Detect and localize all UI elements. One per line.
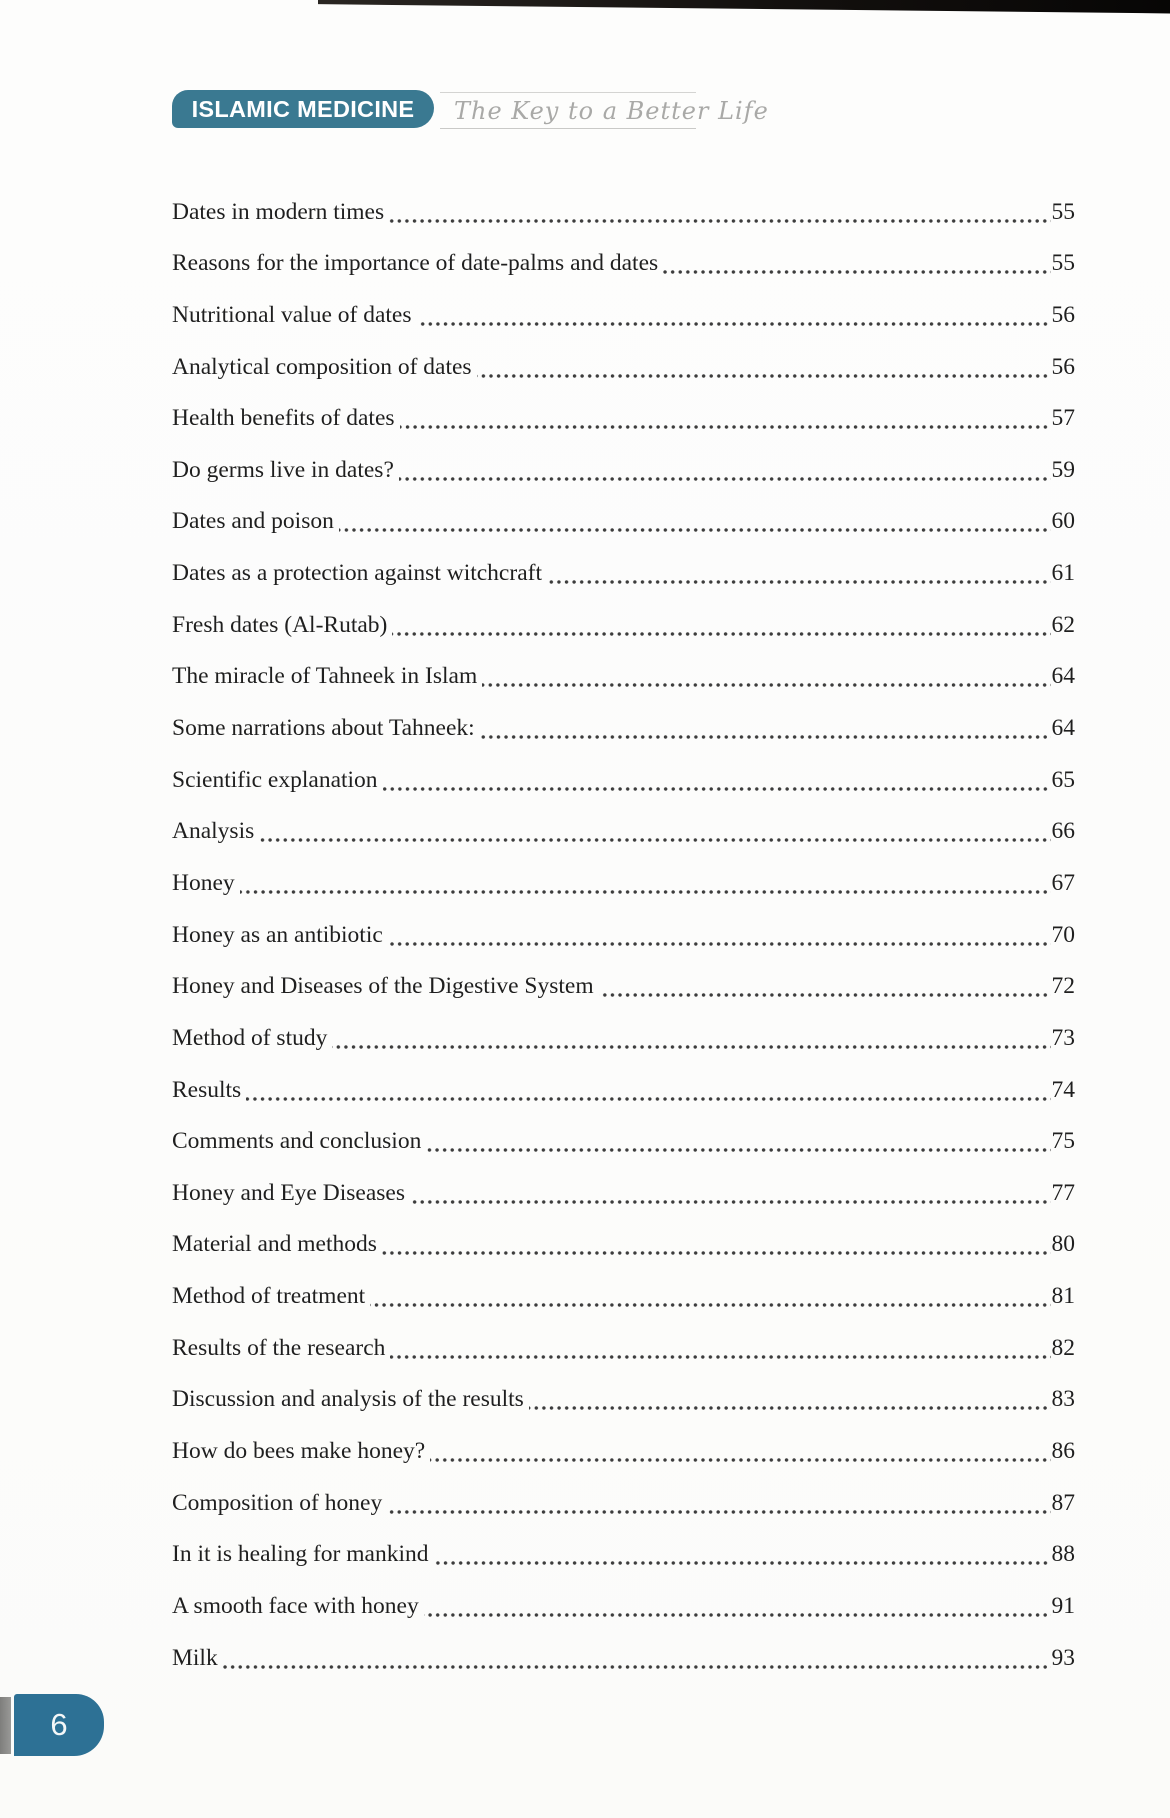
toc-entry-title: Results xyxy=(172,1076,242,1103)
toc-entry-page-number: 74 xyxy=(1051,1076,1075,1103)
toc-entry-page-number: 82 xyxy=(1051,1334,1075,1361)
toc-entry-page-number: 70 xyxy=(1051,921,1075,948)
tagline-box xyxy=(440,92,769,129)
toc-dot-leader xyxy=(339,528,1051,532)
toc-entry-page-number: 62 xyxy=(1051,611,1075,638)
toc-dot-leader xyxy=(482,683,1050,687)
toc-entry-title: Milk xyxy=(172,1644,218,1671)
page-number-badge xyxy=(14,1694,104,1756)
toc-entry-title: Honey and Eye Diseases xyxy=(172,1179,405,1206)
toc-entry-page-number: 81 xyxy=(1051,1283,1075,1310)
toc-dot-leader xyxy=(392,632,1050,636)
toc-entry-page-number: 60 xyxy=(1051,508,1075,535)
toc-entry xyxy=(172,593,1075,645)
toc-entry xyxy=(172,645,1075,697)
toc-entry xyxy=(172,851,1075,903)
scan-top-edge-artifact xyxy=(318,0,1170,16)
toc-entry-page-number: 83 xyxy=(1051,1386,1075,1413)
toc-entry-title: A smooth face with honey xyxy=(172,1592,419,1619)
toc-entry-page-number: 64 xyxy=(1051,715,1075,742)
toc-dot-leader xyxy=(246,1097,1050,1101)
toc-entry-title: Method of study xyxy=(172,1024,328,1051)
toc-entry-title: Honey as an antibiotic xyxy=(172,921,383,948)
toc-entry-title: Dates in modern times xyxy=(172,198,385,225)
toc-entry xyxy=(172,1419,1075,1471)
toc-entry xyxy=(172,232,1075,284)
toc-entry-page-number: 59 xyxy=(1051,456,1075,483)
toc-dot-leader xyxy=(426,1148,1050,1152)
toc-dot-leader xyxy=(400,425,1051,429)
toc-dot-leader xyxy=(259,838,1050,842)
toc-entry xyxy=(172,387,1075,439)
toc-dot-leader xyxy=(529,1406,1051,1410)
toc-entry-title: The miracle of Tahneek in Islam xyxy=(172,663,478,690)
toc-entry-title: Reasons for the importance of date-palms and dates xyxy=(172,250,659,277)
toc-dot-leader xyxy=(430,1458,1050,1462)
toc-entry-title: Do germs live in dates? xyxy=(172,456,394,483)
toc-entry xyxy=(172,800,1075,852)
toc-entry-page-number: 66 xyxy=(1051,818,1075,845)
book-title-label: ISLAMIC MEDICINE xyxy=(191,95,415,122)
toc-dot-leader xyxy=(383,787,1051,791)
toc-entry xyxy=(172,283,1075,335)
page-number: 6 xyxy=(50,1707,68,1742)
toc-dot-leader xyxy=(424,1613,1051,1617)
toc-dot-leader xyxy=(240,890,1051,894)
toc-entry-title: Scientific explanation xyxy=(172,766,378,793)
toc-entry-title: Some narrations about Tahneek: xyxy=(172,715,475,742)
toc-dot-leader xyxy=(480,735,1051,739)
toc-entry-page-number: 88 xyxy=(1051,1541,1075,1568)
toc-dot-leader xyxy=(332,1045,1050,1049)
toc-entry xyxy=(172,1368,1075,1420)
toc-dot-leader xyxy=(477,374,1051,378)
toc-entry xyxy=(172,696,1075,748)
toc-entry xyxy=(172,1626,1075,1678)
toc-dot-leader xyxy=(547,580,1051,584)
toc-dot-leader xyxy=(410,1200,1051,1204)
toc-entry-title: Method of treatment xyxy=(172,1283,366,1310)
toc-dot-leader xyxy=(388,942,1051,946)
toc-entry xyxy=(172,1471,1075,1523)
toc-entry-page-number: 80 xyxy=(1051,1231,1075,1258)
islamic-medicine-badge xyxy=(172,90,434,128)
toc-dot-leader xyxy=(390,1355,1050,1359)
toc-entry-page-number: 87 xyxy=(1051,1489,1075,1516)
toc-entry-title: Health benefits of dates xyxy=(172,405,395,432)
toc-entry-page-number: 91 xyxy=(1051,1592,1075,1619)
toc-entry xyxy=(172,490,1075,542)
toc-entry-page-number: 61 xyxy=(1051,560,1075,587)
toc-entry xyxy=(172,1006,1075,1058)
toc-entry-title: Comments and conclusion xyxy=(172,1128,422,1155)
toc-entry-page-number: 67 xyxy=(1051,869,1075,896)
toc-entry-page-number: 65 xyxy=(1051,766,1075,793)
toc-entry-page-number: 77 xyxy=(1051,1179,1075,1206)
toc-entry xyxy=(172,1213,1075,1265)
toc-entry-title: Fresh dates (Al-Rutab) xyxy=(172,611,388,638)
toc-entry-title: In it is healing for mankind xyxy=(172,1541,429,1568)
toc-entry-page-number: 75 xyxy=(1051,1128,1075,1155)
toc-entry-title: Analytical composition of dates xyxy=(172,353,472,380)
toc-dot-leader xyxy=(389,219,1050,223)
toc-dot-leader xyxy=(599,993,1051,997)
toc-entry xyxy=(172,955,1075,1007)
toc-entry-title: Material and methods xyxy=(172,1231,377,1258)
toc-entry-page-number: 86 xyxy=(1051,1438,1075,1465)
toc-entry-page-number: 56 xyxy=(1051,353,1075,380)
toc-entry-title: Nutritional value of dates xyxy=(172,301,412,328)
toc-entry-title: Composition of honey xyxy=(172,1489,383,1516)
toc-dot-leader xyxy=(417,322,1051,326)
toc-dot-leader xyxy=(434,1561,1051,1565)
toc-entry xyxy=(172,335,1075,387)
toc-entry xyxy=(172,1264,1075,1316)
toc-entry xyxy=(172,1316,1075,1368)
toc-dot-leader xyxy=(382,1251,1051,1255)
toc-entry xyxy=(172,1058,1075,1110)
toc-entry-title: Analysis xyxy=(172,818,255,845)
toc-entry-page-number: 64 xyxy=(1051,663,1075,690)
toc-dot-leader xyxy=(223,1665,1051,1669)
toc-entry-title: Dates and poison xyxy=(172,508,334,535)
toc-entry xyxy=(172,1574,1075,1626)
toc-entry-title: Honey and Diseases of the Digestive System xyxy=(172,973,594,1000)
scan-left-edge-artifact xyxy=(0,1697,11,1754)
toc-entry xyxy=(172,1110,1075,1162)
toc-entry-page-number: 73 xyxy=(1051,1024,1075,1051)
toc-entry xyxy=(172,541,1075,593)
toc-entry xyxy=(172,438,1075,490)
toc-entry xyxy=(172,1161,1075,1213)
toc-entry xyxy=(172,748,1075,800)
toc-entry-page-number: 56 xyxy=(1051,301,1075,328)
toc-entry xyxy=(172,180,1075,232)
toc-entry-page-number: 93 xyxy=(1051,1644,1075,1671)
toc-dot-leader xyxy=(387,1510,1050,1514)
toc-entry-title: Honey xyxy=(172,869,235,896)
book-tagline: The Key to a Better Life xyxy=(454,96,769,125)
toc-entry-title: Discussion and analysis of the results xyxy=(172,1386,524,1413)
toc-entry-title: Results of the research xyxy=(172,1334,386,1361)
toc-entry-page-number: 57 xyxy=(1051,405,1075,432)
toc-entry-title: Dates as a protection against witchcraft xyxy=(172,560,542,587)
toc-dot-leader xyxy=(370,1303,1050,1307)
toc-dot-leader xyxy=(399,477,1051,481)
toc-entry xyxy=(172,903,1075,955)
table-of-contents xyxy=(172,180,1075,1678)
toc-entry-title: How do bees make honey? xyxy=(172,1438,426,1465)
toc-entry xyxy=(172,1523,1075,1575)
toc-entry-page-number: 72 xyxy=(1051,973,1075,1000)
toc-entry-page-number: 55 xyxy=(1051,250,1075,277)
toc-dot-leader xyxy=(663,270,1050,274)
toc-entry-page-number: 55 xyxy=(1051,198,1075,225)
